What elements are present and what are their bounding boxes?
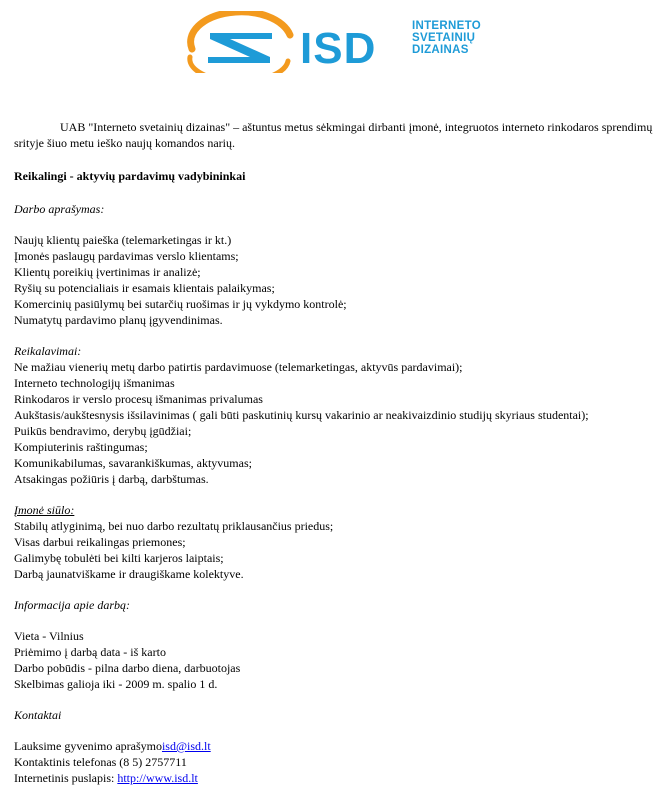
contacts-heading: Kontaktai	[14, 708, 62, 722]
logo-line-1: INTERNETO	[412, 20, 481, 32]
offer-list	[14, 518, 654, 582]
list-item: Komunikabilumas, savarankiškumas, aktyvumas;	[14, 456, 252, 470]
web-label: Internetinis puslapis:	[14, 771, 115, 785]
list-item: Stabilų atlyginimą, bei nuo darbo rezultatų priklausančius priedus;	[14, 519, 334, 533]
info-heading: Informacija apie darbą:	[14, 598, 130, 612]
list-item: Komercinių pasiūlymų bei sutarčių ruošimas ir jų vykdymo kontrolė;	[14, 297, 347, 311]
logo-swoosh-icon	[190, 12, 290, 73]
cv-label: Lauksime gyvenimo aprašymo	[14, 739, 162, 753]
email-link[interactable]: isd@isd.lt	[161, 739, 211, 753]
list-item: Interneto technologijų išmanimas	[14, 376, 175, 390]
list-item: Rinkodaros ir verslo procesų išmanimas privalumas	[14, 392, 263, 406]
list-item: Puikūs bendravimo, derybų įgūdžiai;	[14, 424, 192, 438]
cv-line	[14, 738, 654, 754]
list-item: Ryšių su potencialiais ir esamais klientais palaikymas;	[14, 281, 275, 295]
list-item: Įmonės paslaugų pardavimas verslo klientams;	[14, 249, 239, 263]
list-item: Atsakingas požiūris į darbą, darbštumas.	[14, 472, 209, 486]
list-item: Darbą jaunatviškame ir draugiškame kolektyve.	[14, 567, 244, 581]
list-item: Galimybę tobulėti bei kilti karjeros laiptais;	[14, 551, 224, 565]
list-item: Darbo pobūdis - pilna darbo diena, darbuotojas	[14, 661, 241, 675]
list-item: Aukštasis/aukštesnysis išsilavinimas ( gali būti paskutinių kursų vakarinio ar neakivaizdinio studijų skyriaus studentai);	[14, 408, 589, 422]
list-item: Skelbimas galioja iki - 2009 m. spalio 1 d.	[14, 677, 218, 691]
requirements-heading: Reikalavimai:	[14, 344, 82, 358]
description-list	[14, 232, 654, 328]
website-link[interactable]: http://www.isd.lt	[117, 771, 198, 785]
info-list	[14, 628, 654, 692]
position-title: Reikalingi - aktyvių pardavimų vadybininkai	[14, 169, 246, 183]
list-item: Naujų klientų paieška (telemarketingas ir kt.)	[14, 233, 232, 247]
list-item: Ne mažiau vienerių metų darbo patirtis pardavimuose (telemarketingas, aktyvūs pardavimai);	[14, 360, 463, 374]
description-heading: Darbo aprašymas:	[14, 202, 105, 216]
intro-paragraph: UAB "Interneto svetainių dizainas" – aštuntus metus sėkmingai dirbanti įmonė, integruotos interneto rinkodaros sprendimų srityje šiuo metu ieško naujų komandos narių.	[14, 120, 653, 150]
list-item: Kompiuterinis raštingumas;	[14, 440, 148, 454]
list-item: Klientų poreikių įvertinimas ir analizė;	[14, 265, 201, 279]
job-ad	[14, 119, 654, 786]
list-item: Priėmimo į darbą data - iš karto	[14, 645, 166, 659]
list-item: Numatytų pardavimo planų įgyvendinimas.	[14, 313, 223, 327]
requirements-list	[14, 359, 654, 487]
logo-mark: ISD	[300, 24, 377, 73]
list-item: Vieta - Vilnius	[14, 629, 84, 643]
web-line	[14, 770, 654, 786]
logo-wordmark	[412, 20, 481, 56]
list-item: Visas darbui reikalingas priemones;	[14, 535, 186, 549]
logo-line-3: DIZAINAS	[412, 44, 469, 56]
logo-line-2: SVETAINIŲ	[412, 32, 476, 44]
phone-line: Kontaktinis telefonas (8 5) 2757711	[14, 755, 187, 769]
offer-heading: Įmonė siūlo:	[14, 503, 75, 517]
